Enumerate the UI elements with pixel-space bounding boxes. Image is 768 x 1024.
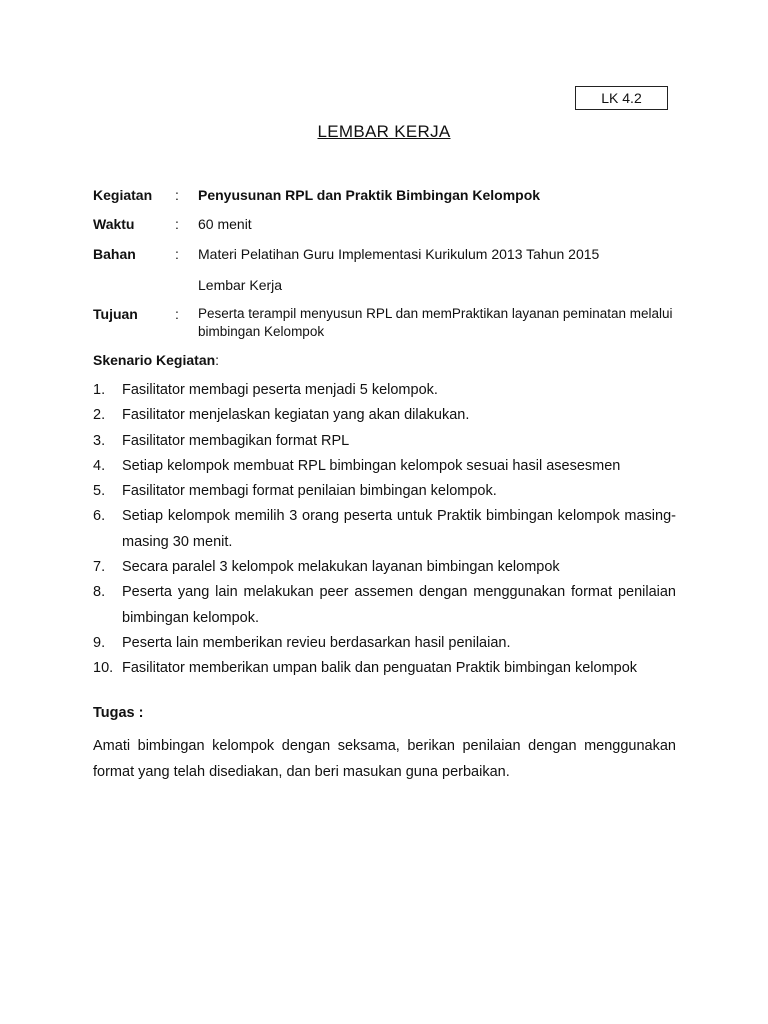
- step-text: Peserta yang lain melakukan peer assemen dengan menggunakan format penilaian bimbingan kelompok.: [122, 584, 676, 626]
- tugas-paragraph: Amati bimbingan kelompok dengan seksama, berikan penilaian dengan menggunakan format yang telah disediakan, dan beri masukan guna perbaikan.: [93, 738, 676, 780]
- list-item: [93, 580, 676, 631]
- list-item: [93, 429, 676, 454]
- skenario-colon: :: [215, 352, 220, 368]
- field-value: Materi Pelatihan Guru Implementasi Kurikulum 2013 Tahun 2015: [198, 246, 600, 262]
- page-title: LEMBAR KERJA: [317, 122, 451, 141]
- list-item: [93, 479, 676, 504]
- list-item: [93, 454, 676, 479]
- step-text: Fasilitator membagi format penilaian bimbingan kelompok.: [122, 483, 497, 500]
- field-value: Peserta terampil menyusun RPL dan memPraktikan layanan peminatan melalui bimbingan Kelompok: [198, 306, 673, 339]
- step-number: 8.: [93, 584, 106, 601]
- step-text: Fasilitator membagi peserta menjadi 5 kelompok.: [122, 382, 438, 398]
- field-value-extra: Lembar Kerja: [198, 277, 283, 293]
- field-label: Tujuan: [93, 306, 138, 322]
- document-code: LK 4.2: [601, 90, 642, 106]
- step-text: Peserta lain memberikan revieu berdasarkan hasil penilaian.: [122, 634, 511, 651]
- list-item: [93, 378, 676, 403]
- step-text: Setiap kelompok memilih 3 orang peserta untuk Praktik bimbingan kelompok masing-masing 30 menit.: [122, 508, 676, 550]
- step-number: 4.: [93, 457, 106, 474]
- field-colon: :: [175, 306, 179, 322]
- step-number: 10.: [93, 660, 114, 677]
- field-label: Kegiatan: [93, 187, 153, 203]
- section-heading-skenario: [93, 352, 219, 368]
- step-number: 5.: [93, 483, 106, 500]
- field-colon: :: [175, 187, 179, 203]
- step-number: 7.: [93, 559, 106, 576]
- scenario-step-list: [93, 378, 676, 682]
- list-item: [93, 631, 676, 656]
- step-number: 2.: [93, 407, 106, 424]
- section-heading-tugas: Tugas :: [93, 705, 144, 721]
- field-label: Waktu: [93, 216, 135, 232]
- step-text: Fasilitator membagikan format RPL: [122, 432, 350, 449]
- step-number: 1.: [93, 382, 106, 398]
- step-text: Secara paralel 3 kelompok melakukan layanan bimbingan kelompok: [122, 559, 560, 576]
- list-item: [93, 403, 676, 428]
- step-text: Fasilitator memberikan umpan balik dan penguatan Praktik bimbingan kelompok: [122, 660, 638, 677]
- step-text: Setiap kelompok membuat RPL bimbingan kelompok sesuai hasil asesesmen: [122, 457, 621, 474]
- field-value: 60 menit: [198, 216, 252, 232]
- list-item: [93, 656, 676, 681]
- field-colon: :: [175, 246, 179, 262]
- step-number: 9.: [93, 634, 106, 651]
- list-item: [93, 555, 676, 580]
- field-colon: :: [175, 216, 179, 232]
- field-value: Penyusunan RPL dan Praktik Bimbingan Kelompok: [198, 187, 541, 203]
- document-code-box: [575, 86, 668, 110]
- field-label: Bahan: [93, 246, 136, 262]
- skenario-label: Skenario Kegiatan: [93, 352, 216, 368]
- step-text: Fasilitator menjelaskan kegiatan yang akan dilakukan.: [122, 407, 470, 424]
- step-number: 3.: [93, 432, 106, 449]
- list-item: [93, 504, 676, 555]
- step-number: 6.: [93, 508, 106, 525]
